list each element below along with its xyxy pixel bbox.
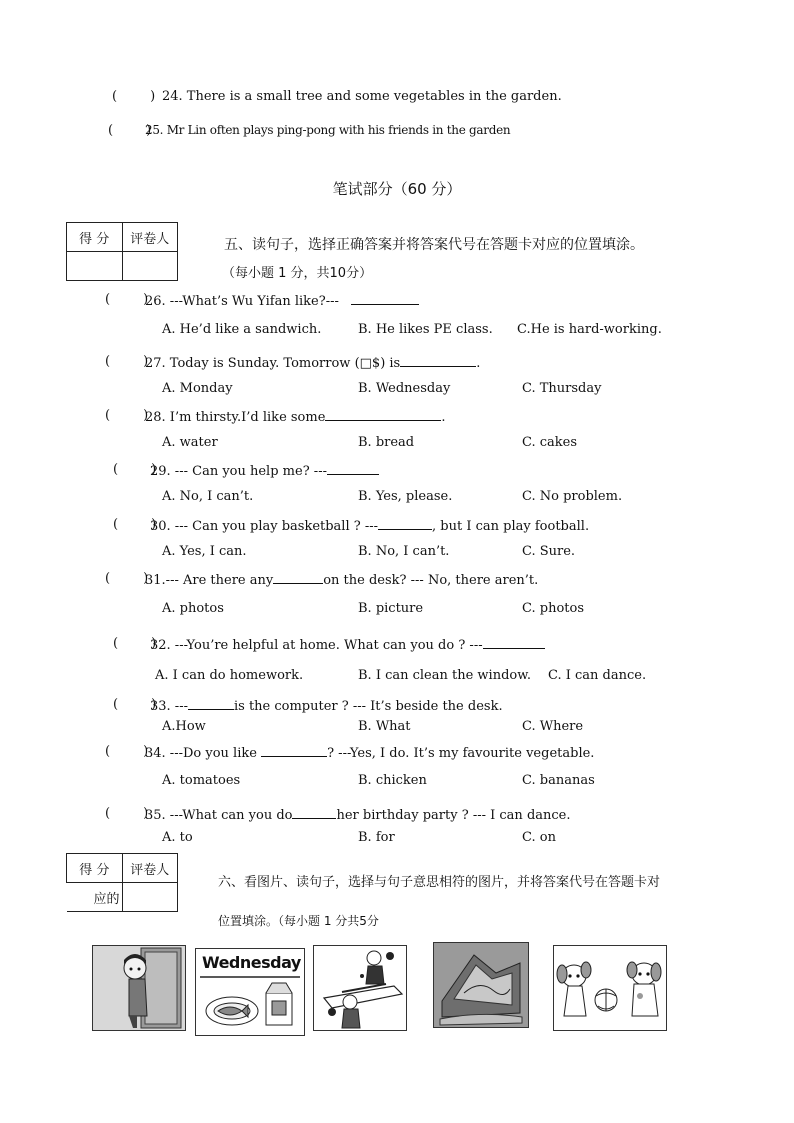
question-stem <box>145 408 446 425</box>
grader-cell[interactable] <box>122 252 178 281</box>
picture-dogs-ball <box>553 945 667 1031</box>
boy-at-door-icon <box>93 946 185 1030</box>
option-a: A. He’d like a sandwich. <box>162 322 322 337</box>
fish-and-milk-icon <box>196 949 304 1035</box>
grader-header: 评卷人 <box>122 854 177 883</box>
question-stem <box>150 462 379 479</box>
answer-paren[interactable]: ( ) <box>105 292 149 307</box>
option-a: A. Yes, I can. <box>162 544 247 559</box>
answer-blank[interactable] <box>261 744 327 757</box>
mountain-icon <box>434 943 528 1027</box>
option-b: B. picture <box>358 601 424 616</box>
answer-paren[interactable]: ( ) <box>113 697 157 712</box>
question-text: 31.--- Are there any <box>145 573 274 588</box>
question-text: 35. ---What can you do <box>145 808 293 823</box>
option-c: C.He is hard-working. <box>517 322 662 337</box>
option-b: B. No, I can’t. <box>358 544 450 559</box>
answer-paren[interactable]: ( ) <box>108 123 152 138</box>
question-text: 30. --- Can you play basketball ? --- <box>150 519 379 534</box>
option-a: A. tomatoes <box>162 773 241 788</box>
option-c: C. Where <box>522 719 584 734</box>
option-b: B. He likes PE class. <box>358 322 493 337</box>
ping-pong-icon <box>314 946 406 1030</box>
section5-subtitle: （每小题 1 分，共10分） <box>222 266 373 281</box>
score-header: 得 分 <box>67 854 123 883</box>
option-c: C. cakes <box>522 435 578 450</box>
option-c: C. on <box>522 830 556 845</box>
option-a: A. water <box>162 435 218 450</box>
section6-subtitle: 位置填涂。（每小题 1 分共5分 <box>218 914 379 928</box>
answer-paren[interactable]: ( ) <box>105 408 149 423</box>
answer-blank[interactable] <box>378 517 432 530</box>
option-a: A. to <box>162 830 193 845</box>
option-c: C. bananas <box>522 773 595 788</box>
answer-paren[interactable]: ( ) <box>105 571 149 586</box>
option-c: C. photos <box>522 601 584 616</box>
option-b: B. Yes, please. <box>358 489 453 504</box>
question-stem <box>150 697 503 714</box>
answer-blank[interactable] <box>325 408 441 421</box>
option-c: C. I can dance. <box>548 668 647 683</box>
option-b: B. What <box>358 719 411 734</box>
question-stem <box>145 292 419 309</box>
option-c: C. No problem. <box>522 489 623 504</box>
question-stem <box>150 517 589 534</box>
question-text: 32. ---You’re helpful at home. What can you do ? --- <box>150 638 483 653</box>
option-b: B. for <box>358 830 395 845</box>
question-text: 29. --- Can you help me? --- <box>150 464 327 479</box>
section5-title: 五、读句子，选择正确答案并将答案代号在答题卡对应的位置填涂。 <box>224 237 644 253</box>
question-stem <box>150 636 545 653</box>
option-b: B. bread <box>358 435 415 450</box>
question-text: 28. I’m thirsty.I’d like some <box>145 410 326 425</box>
score-cell[interactable]: 应的 <box>67 883 123 912</box>
question-stem <box>145 806 571 823</box>
score-table <box>66 222 178 281</box>
answer-paren[interactable]: ( ) <box>105 354 149 369</box>
answer-blank[interactable] <box>351 292 419 305</box>
written-section-title: 笔试部分（60 分） <box>332 180 462 198</box>
section6-title: 六、看图片、读句子，选择与句子意思相符的图片，并将答案代号在答题卡对 <box>218 875 661 890</box>
answer-blank[interactable] <box>327 462 379 475</box>
question-stem <box>145 354 480 371</box>
answer-paren[interactable]: ( ) <box>112 89 156 104</box>
option-c: C. Sure. <box>522 544 576 559</box>
wednesday-label: Wednesday <box>202 953 301 972</box>
answer-paren[interactable]: ( ) <box>113 517 157 532</box>
option-c: C. Thursday <box>522 381 602 396</box>
question-text-end: her birthday party ? --- I can dance. <box>336 808 571 823</box>
answer-blank[interactable] <box>292 806 336 819</box>
question-text: 34. ---Do you like <box>145 746 257 761</box>
answer-paren[interactable]: ( ) <box>105 806 149 821</box>
question-text-end: on the desk? --- No, there aren’t. <box>323 573 539 588</box>
score-cell[interactable] <box>67 252 123 281</box>
question-text-end: . <box>476 356 481 371</box>
question-text: 26. ---What’s Wu Yifan like?--- <box>145 294 339 309</box>
answer-paren[interactable]: ( ) <box>113 636 157 651</box>
picture-boy-at-door <box>92 945 186 1031</box>
option-a: A. photos <box>162 601 224 616</box>
answer-paren[interactable]: ( ) <box>113 462 157 477</box>
question-text: 27. Today is Sunday. Tomorrow (□$) is <box>145 356 401 371</box>
option-a: A. No, I can’t. <box>162 489 254 504</box>
question-stem <box>145 571 538 588</box>
question-24: 24. There is a small tree and some vegetables in the garden. <box>162 89 562 104</box>
score-header: 得 分 <box>67 223 123 252</box>
answer-paren[interactable]: ( ) <box>105 744 149 759</box>
grader-header: 评卷人 <box>122 223 178 252</box>
option-b: B. I can clean the window. <box>358 668 531 683</box>
option-b: B. chicken <box>358 773 427 788</box>
picture-ping-pong <box>313 945 407 1031</box>
question-text-end: is the computer ? --- It’s beside the desk. <box>233 699 503 714</box>
question-text-end: , but I can play football. <box>432 519 590 534</box>
option-a: A.How <box>162 719 206 734</box>
answer-blank[interactable] <box>188 697 234 710</box>
answer-blank[interactable] <box>483 636 545 649</box>
answer-blank[interactable] <box>273 571 323 584</box>
question-stem <box>145 744 594 761</box>
question-25: 25. Mr Lin often plays ping-pong with his friends in the garden <box>145 123 511 137</box>
option-a: A. Monday <box>162 381 233 396</box>
grader-cell[interactable] <box>122 883 177 912</box>
question-text: 33. --- <box>150 699 188 714</box>
option-b: B. Wednesday <box>358 381 451 396</box>
option-a: A. I can do homework. <box>155 668 304 683</box>
answer-blank[interactable] <box>400 354 476 367</box>
score-table <box>66 853 178 912</box>
picture-wednesday <box>195 948 305 1036</box>
dogs-ball-icon <box>554 946 666 1030</box>
question-text-end: ? ---Yes, I do. It’s my favourite vegetable. <box>327 746 595 761</box>
question-text-end: . <box>441 410 446 425</box>
picture-mountain <box>433 942 529 1028</box>
